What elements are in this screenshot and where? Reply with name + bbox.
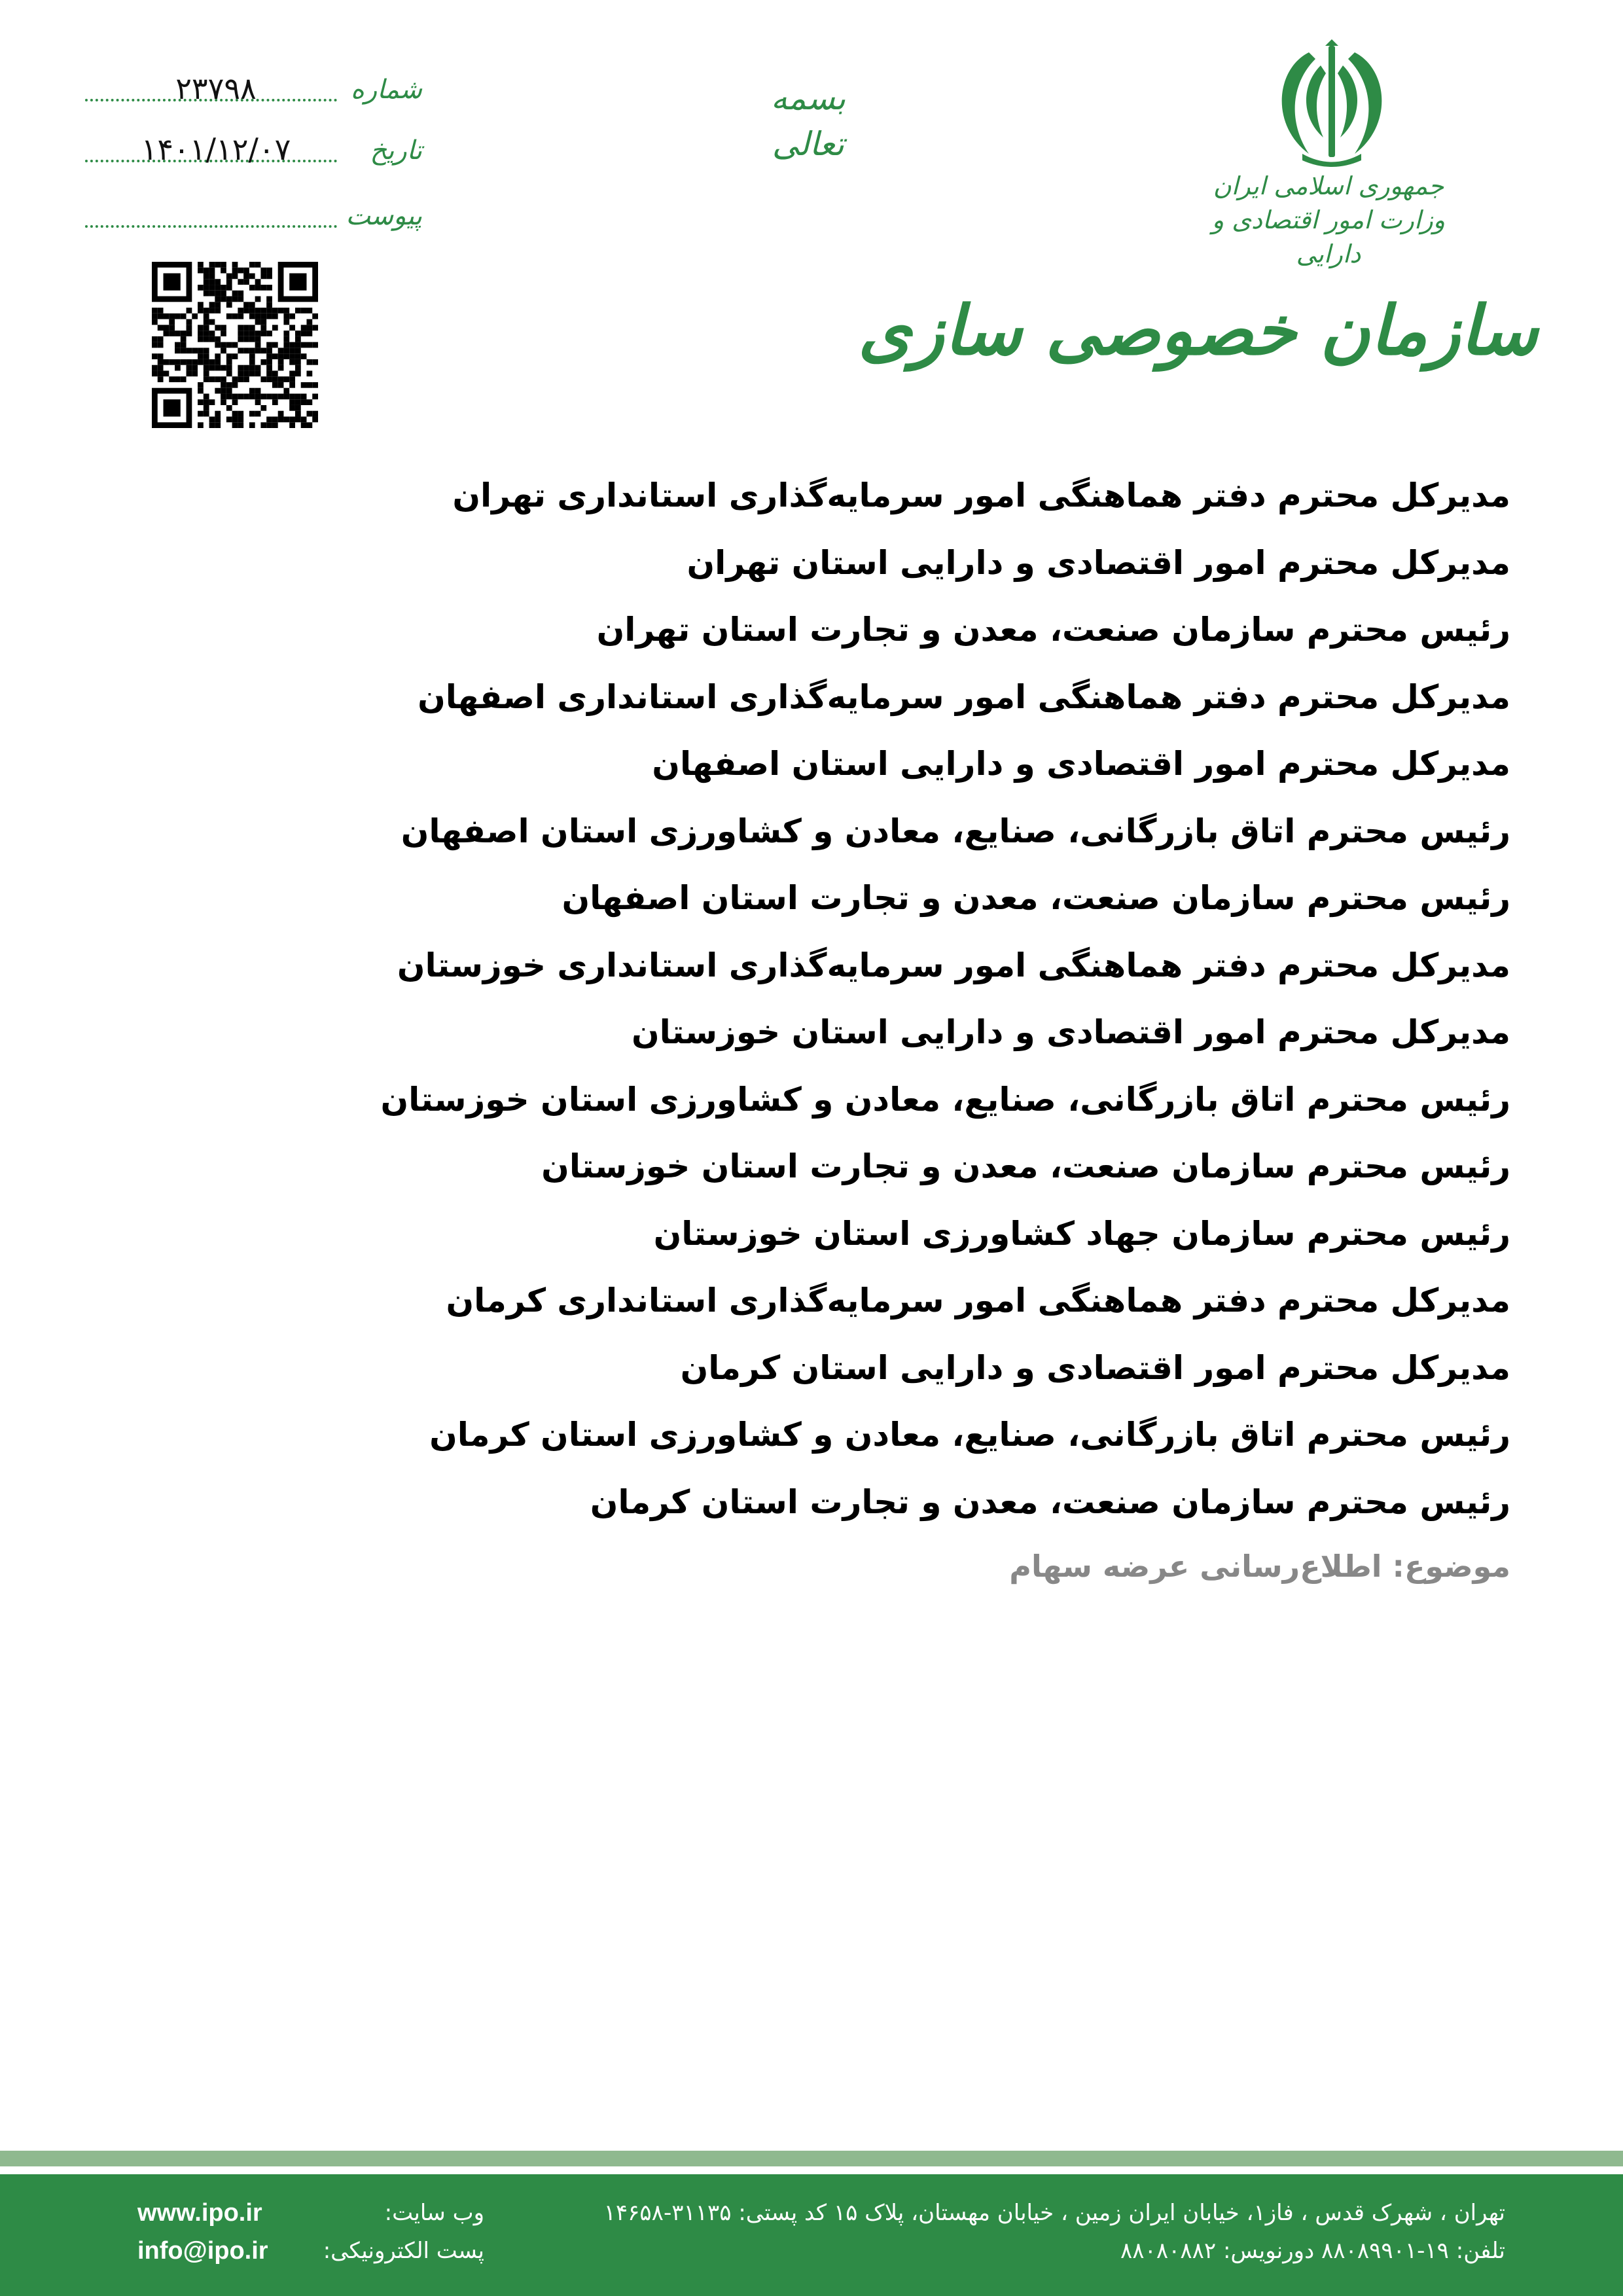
attachment-field [85, 195, 422, 241]
footer [0, 2174, 1623, 2296]
letter-date-field [85, 130, 422, 175]
ministry-line-2: وزارت امور اقتصادی و دارایی [1211, 206, 1446, 268]
recipient-line: مدیرکل محترم امور اقتصادی و دارایی استان خوزستان [632, 1013, 1510, 1051]
email-link[interactable]: info@ipo.ir [137, 2237, 268, 2265]
footer-stripe [0, 2151, 1623, 2166]
email-label: پست الکترونیکی: [323, 2238, 484, 2264]
recipient-line: رئیس محترم سازمان جهاد کشاورزی استان خوزستان [653, 1214, 1510, 1253]
organization-logo-text: سازمان خصوصی سازی [858, 290, 1538, 370]
recipient-line: رئیس محترم اتاق بازرگانی، صنایع، معادن و کشاورزی استان اصفهان [401, 812, 1510, 850]
recipient-line: رئیس محترم اتاق بازرگانی، صنایع، معادن و کشاورزی استان خوزستان [380, 1080, 1510, 1119]
website-label: وب سایت: [384, 2200, 484, 2226]
iran-emblem-icon [1263, 39, 1400, 170]
letter-number-label: شماره [350, 75, 422, 105]
recipient-line: مدیرکل محترم امور اقتصادی و دارایی استان کرمان [680, 1348, 1510, 1387]
footer-phones: تلفن: ۱۹-۸۸۰۸۹۹۰۱ دورنویس: ۸۸۰۸۰۸۸۲ [1120, 2238, 1505, 2264]
basmala: بسمه تعالی [770, 79, 846, 163]
letter-date-label: تاریخ [370, 135, 422, 166]
letter-number-value: ۲۳۷۹۸ [175, 71, 257, 106]
attachment-label: پیوست [346, 201, 422, 231]
ministry-name [1185, 169, 1472, 271]
website-link[interactable]: www.ipo.ir [137, 2199, 262, 2227]
footer-contact [589, 2194, 1505, 2270]
recipient-line: رئیس محترم سازمان صنعت، معدن و تجارت استان اصفهان [562, 879, 1510, 917]
recipients-list [380, 462, 1510, 1535]
footer-address: تهران ، شهرک قدس ، فاز۱، خیابان ایران زمین ، خیابان مهستان، پلاک ۱۵ کد پستی: ۳۱۱۳۵-۱۴۶۵۸ [603, 2200, 1505, 2226]
recipient-line: مدیرکل محترم دفتر هماهنگی امور سرمایه‌گذاری استانداری کرمان [446, 1282, 1510, 1319]
recipient-line: رئیس محترم سازمان صنعت، معدن و تجارت استان تهران [596, 611, 1510, 649]
letter-subject: موضوع: اطلاع‌رسانی عرضه سهام [1009, 1549, 1510, 1584]
recipient-line: رئیس محترم اتاق بازرگانی، صنایع، معادن و کشاورزی استان کرمان [429, 1416, 1510, 1454]
ministry-line-1: جمهوری اسلامی ایران [1213, 171, 1444, 200]
letter-date-value: ۱۴۰۱/۱۲/۰۷ [141, 132, 291, 167]
letter-number-field [85, 69, 422, 115]
qr-code-icon [152, 262, 318, 428]
recipient-line: مدیرکل محترم امور اقتصادی و دارایی استان تهران [687, 543, 1510, 582]
recipient-line: مدیرکل محترم دفتر هماهنگی امور سرمایه‌گذاری استانداری خوزستان [397, 946, 1510, 984]
recipient-line: مدیرکل محترم دفتر هماهنگی امور سرمایه‌گذاری استانداری اصفهان [418, 677, 1510, 716]
recipient-line: مدیرکل محترم دفتر هماهنگی امور سرمایه‌گذاری استانداری تهران [452, 476, 1510, 514]
footer-web [131, 2194, 484, 2270]
recipient-line: رئیس محترم سازمان صنعت، معدن و تجارت استان خوزستان [541, 1147, 1510, 1185]
dotted-line [85, 225, 337, 228]
recipient-line: مدیرکل محترم امور اقتصادی و دارایی استان اصفهان [652, 745, 1510, 783]
recipient-line: رئیس محترم سازمان صنعت، معدن و تجارت استان کرمان [590, 1482, 1510, 1521]
